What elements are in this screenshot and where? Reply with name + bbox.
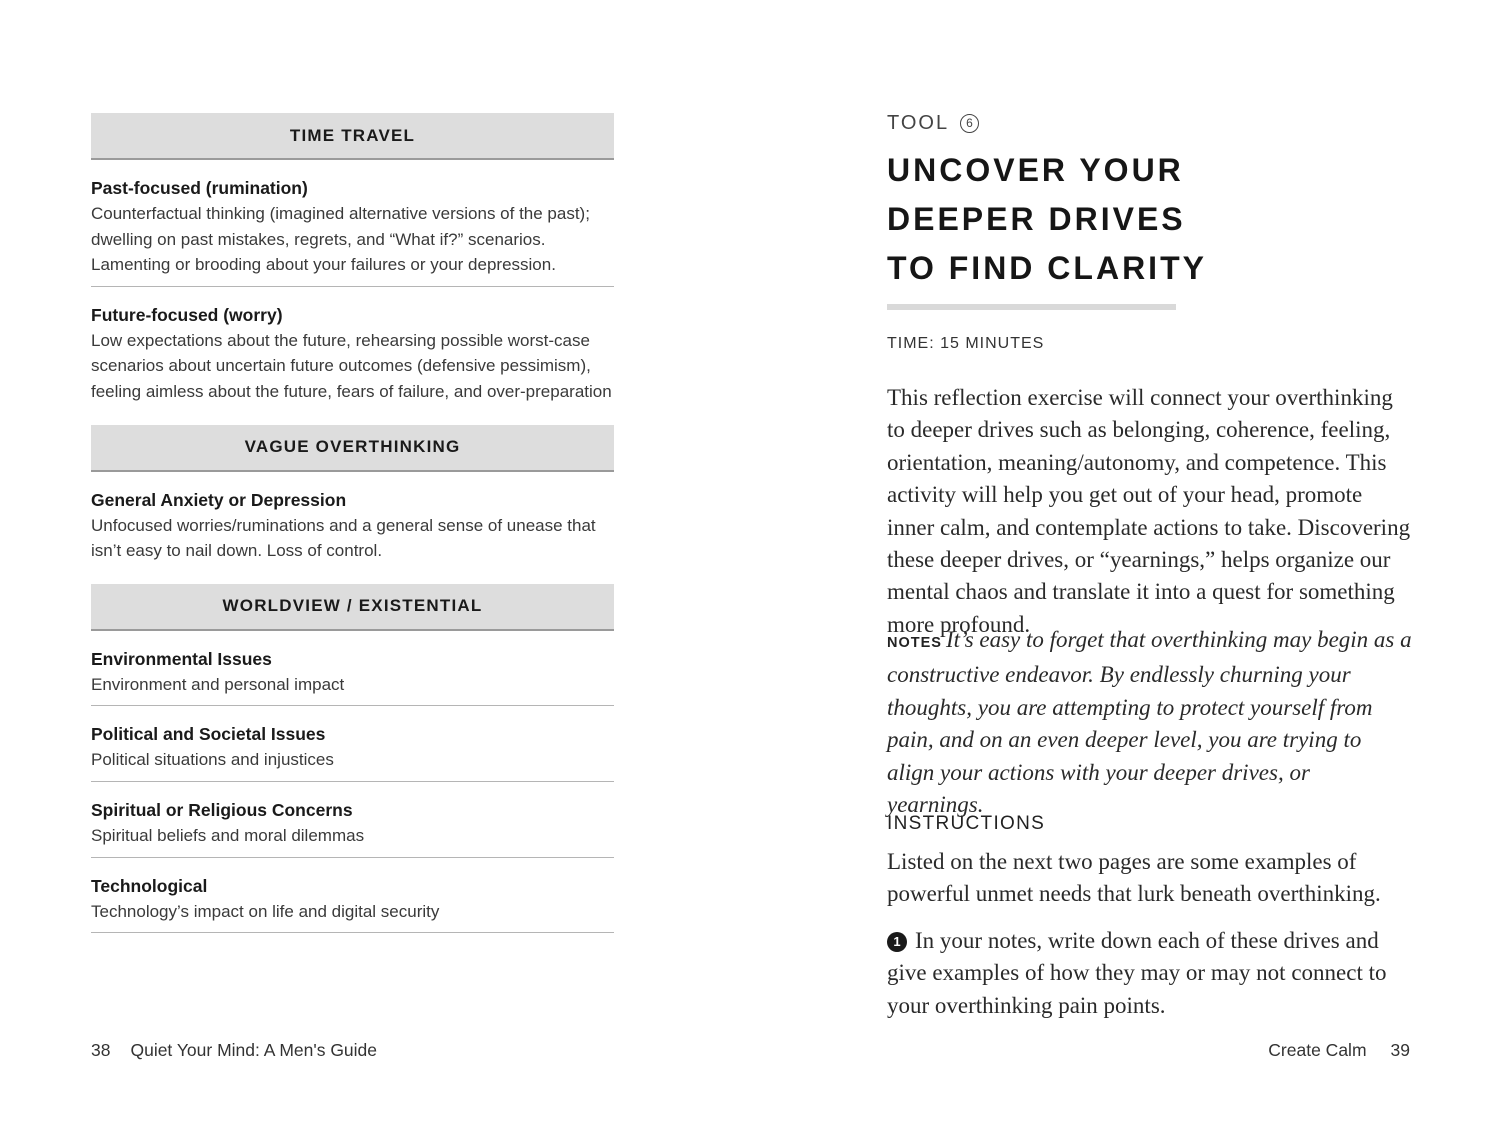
intro-paragraph: This reflection exercise will connect your overthinking to deeper drives such as belonging, coherence, feeling, orientation, meaning/autonomy, and competence. This activity will help you get out of your head, promote inner calm, and contemplate actions to take. Discovering these deeper drives, or “yearnings,” helps organize our mental chaos and translate it into a quest for something more profound.: [887, 385, 1411, 637]
table-row: [91, 160, 614, 287]
entry-title: Future-focused (worry): [91, 304, 283, 325]
title-line: UNCOVER YOUR: [887, 152, 1184, 188]
category-header-worldview-existential: WORLDVIEW / EXISTENTIAL: [91, 584, 614, 631]
entry-title: Technological: [91, 875, 208, 896]
entry-description: Low expectations about the future, rehearsing possible worst-case scenarios about uncertain future outcomes (defensive pessimism), feeling aimless about the future, fears of failure, and over-preparation: [91, 330, 612, 401]
title-divider: [887, 304, 1176, 310]
step-item: [887, 925, 1412, 1022]
entry-title: Spiritual or Religious Concerns: [91, 799, 353, 820]
page-title: [887, 146, 1207, 293]
instructions-heading: INSTRUCTIONS: [887, 813, 1046, 834]
running-title: Quiet Your Mind: A Men's Guide: [130, 1040, 378, 1060]
step-number-icon: 1: [887, 932, 907, 952]
entry-description: Unfocused worries/ruminations and a general sense of unease that isn’t easy to nail down. Loss of control.: [91, 515, 596, 561]
entry-description: Counterfactual thinking (imagined alternative versions of the past); dwelling on past mistakes, regrets, and “What if?” scenarios. Lamenting or brooding about your failures or your depression.: [91, 204, 590, 275]
notes-paragraph: [887, 624, 1412, 821]
title-line: TO FIND CLARITY: [887, 250, 1207, 286]
overthinking-types-table: [91, 113, 614, 933]
title-line: DEEPER DRIVES: [887, 201, 1186, 237]
entry-title: General Anxiety or Depression: [91, 489, 347, 510]
instructions-paragraph: Listed on the next two pages are some examples of powerful unmet needs that lurk beneath overthinking.: [887, 849, 1381, 907]
right-page: [750, 0, 1500, 1124]
running-title: Create Calm: [1268, 1040, 1367, 1060]
entry-description: Political situations and injustices: [91, 750, 334, 770]
entry-description: Technology’s impact on life and digital security: [91, 901, 440, 921]
table-row: [91, 858, 614, 934]
entry-title: Past-focused (rumination): [91, 178, 308, 198]
table-row: [91, 472, 614, 584]
entry-title: Environmental Issues: [91, 648, 272, 669]
table-row: [91, 287, 614, 425]
category-header-time-travel: TIME TRAVEL: [91, 113, 614, 160]
table-row: [91, 782, 614, 858]
folio-right: [1268, 1040, 1410, 1061]
table-row: [91, 706, 614, 782]
tool-label-text: TOOL: [887, 112, 949, 134]
entry-description: Environment and personal impact: [91, 674, 345, 694]
entry-description: Spiritual beliefs and moral dilemmas: [91, 825, 365, 845]
page-number: 39: [1390, 1040, 1410, 1060]
step-text: In your notes, write down each of these drives and give examples of how they may or may not connect to your overthinking pain points.: [887, 928, 1387, 1018]
tool-label: [887, 112, 979, 135]
notes-label: NOTES: [887, 635, 942, 651]
notes-text: It’s easy to forget that overthinking may begin as a constructive endeavor. By endlessly churning your thoughts, you are attempting to protect yourself from pain, and on an even deeper level, you are trying to align your actions with your deeper drives, or yearnings.: [887, 627, 1412, 818]
table-row: [91, 631, 614, 707]
time-estimate: TIME: 15 MINUTES: [887, 335, 1045, 352]
entry-title: Political and Societal Issues: [91, 724, 326, 745]
category-header-vague-overthinking: VAGUE OVERTHINKING: [91, 425, 614, 472]
tool-number-circle-icon: 6: [960, 114, 979, 133]
page-number: 38: [91, 1040, 111, 1060]
folio-left: [91, 1040, 377, 1061]
